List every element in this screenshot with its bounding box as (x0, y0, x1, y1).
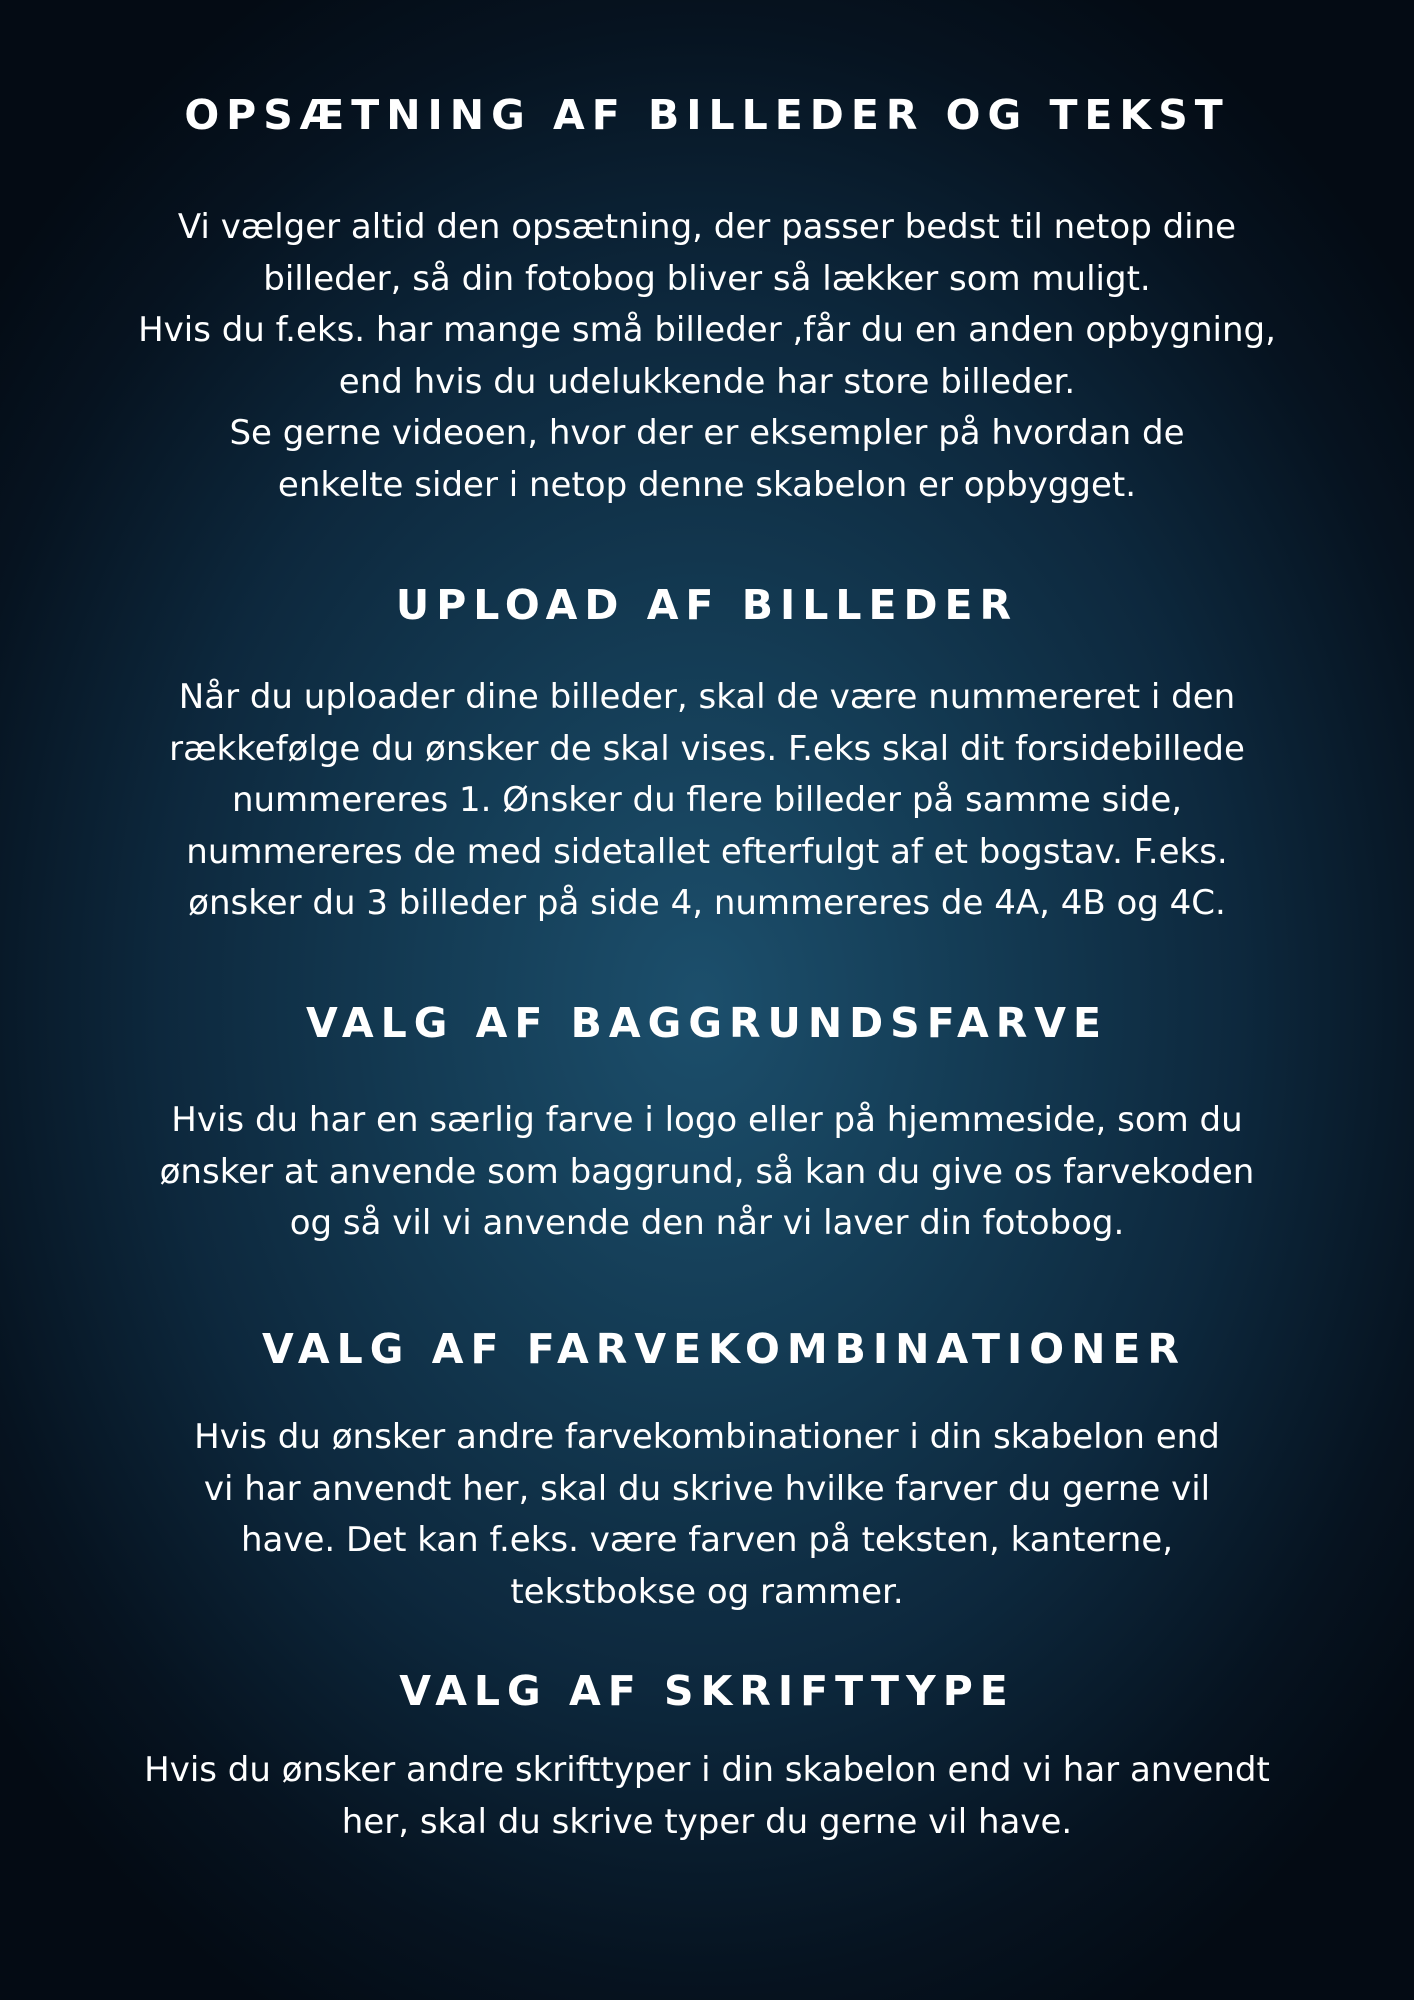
body-line: Hvis du har en særlig farve i logo eller på hjemmeside, som du (171, 1100, 1243, 1140)
body-line: Vi vælger altid den opsætning, der passer bedst til netop dine (177, 207, 1237, 247)
body-line: vi har anvendt her, skal du skrive hvilke farver du gerne vil (203, 1468, 1211, 1509)
body-line: ønsker du 3 billeder på side 4, nummereres de 4A, 4B og 4C. (188, 883, 1226, 924)
body-line: tekstbokse og rammer. (510, 1571, 904, 1612)
body-line: Hvis du ønsker andre skrifttyper i din skabelon end vi har anvendt (144, 1750, 1270, 1790)
body-line: Hvis du ønsker andre farvekombinationer i din skabelon end (194, 1417, 1220, 1457)
body-line: og så vil vi anvende den når vi laver din fotobog. (289, 1203, 1125, 1244)
body-line: billeder, så din fotobog bliver så lækker som muligt. (263, 258, 1151, 299)
section-body-background-color (0, 1095, 1414, 1250)
section-heading-layout: OPSÆTNING AF BILLEDER OG TEKST (184, 91, 1230, 139)
body-line: Når du uploader dine billeder, skal de være nummereret i den (178, 677, 1236, 717)
body-line: have. Det kan f.eks. være farven på teksten, kanterne, (240, 1520, 1174, 1561)
body-line: ønsker at anvende som baggrund, så kan du give os farvekoden (159, 1151, 1255, 1192)
body-line: nummereres de med sidetallet efterfulgt af et bogstav. F.eks. (186, 831, 1228, 872)
section-heading-color-combinations: VALG AF FARVEKOMBINATIONER (261, 1325, 1186, 1373)
section-body-color-combinations (0, 1412, 1414, 1618)
body-line: rækkefølge du ønsker de skal vises. F.eks skal dit forsidebillede (169, 728, 1245, 769)
section-body-layout (0, 202, 1414, 512)
body-line: nummereres 1. Ønsker du flere billeder på samme side, (231, 780, 1183, 821)
body-line: enkelte sider i netop denne skabelon er opbygget. (277, 464, 1137, 505)
section-heading-upload: UPLOAD AF BILLEDER (395, 581, 1019, 629)
section-body-upload (0, 672, 1414, 930)
section-heading-font: VALG AF SKRIFTTYPE (399, 1667, 1015, 1715)
section-body-font (0, 1745, 1414, 1848)
body-line: her, skal du skrive typer du gerne vil have. (341, 1801, 1073, 1842)
section-heading-background-color: VALG AF BAGGRUNDSFARVE (305, 999, 1109, 1047)
body-line: Hvis du f.eks. har mange små billeder ,får du en anden opbygning, (138, 310, 1276, 351)
body-line: end hvis du udelukkende har store billeder. (338, 361, 1076, 402)
body-line: Se gerne videoen, hvor der er eksempler på hvordan de (229, 413, 1185, 454)
